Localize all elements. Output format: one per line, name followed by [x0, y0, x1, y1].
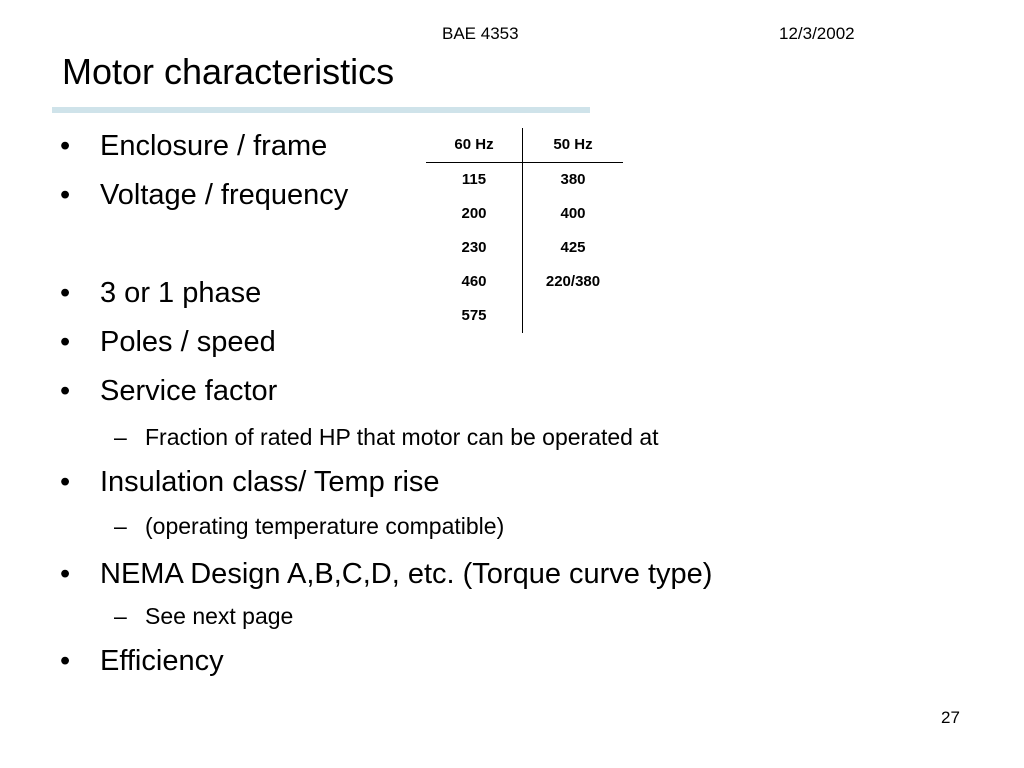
- table-cell: 380: [560, 171, 586, 188]
- bullet-text: Insulation class/ Temp rise: [100, 466, 440, 498]
- table-cell: 230: [426, 231, 523, 265]
- table-cell: 200: [426, 197, 523, 231]
- table-cell: 115: [426, 163, 523, 198]
- bullet-marker: •: [60, 326, 71, 358]
- table-cell: 425: [560, 239, 586, 256]
- bullet-marker: •: [60, 179, 71, 211]
- bullet-marker: •: [60, 130, 71, 162]
- bullet-text: Voltage / frequency: [100, 179, 349, 211]
- column-header-60hz: 60 Hz: [426, 128, 523, 163]
- table-row: [426, 231, 623, 265]
- bullet-marker: •: [60, 466, 71, 498]
- column-header-50hz: 50 Hz: [523, 128, 624, 163]
- table-cell: 575: [426, 299, 523, 333]
- sub-bullet-text: See next page: [145, 603, 294, 629]
- header-date: 12/3/2002: [779, 24, 855, 43]
- sub-bullet-marker: –: [114, 424, 127, 450]
- table-cell: [523, 299, 624, 333]
- sub-bullet-marker: –: [114, 513, 127, 539]
- bullet-text: Service factor: [100, 375, 278, 407]
- table-header-row: [426, 128, 623, 163]
- bullet-text: Poles / speed: [100, 326, 276, 358]
- table-cell: 220/380: [545, 273, 601, 290]
- bullet-marker: •: [60, 375, 71, 407]
- bullet-text: 3 or 1 phase: [100, 277, 262, 309]
- bullet-text: Efficiency: [100, 645, 224, 677]
- table-row: [426, 197, 623, 231]
- sub-bullet-marker: –: [114, 603, 127, 629]
- sub-bullet-text: (operating temperature compatible): [145, 513, 505, 539]
- table-cell: 460: [426, 265, 523, 299]
- bullet-marker: •: [60, 558, 71, 590]
- header-course: BAE 4353: [442, 24, 519, 43]
- page-number: 27: [941, 708, 960, 727]
- bullet-text: Enclosure / frame: [100, 130, 328, 162]
- table-row: [426, 163, 623, 198]
- voltage-frequency-table: [426, 128, 623, 333]
- slide-title: Motor characteristics: [62, 51, 395, 92]
- title-underline: [52, 107, 590, 113]
- bullet-marker: •: [60, 277, 71, 309]
- bullet-text: NEMA Design A,B,C,D, etc. (Torque curve type): [100, 558, 713, 590]
- table-cell: 400: [560, 205, 586, 222]
- table-row: [426, 265, 623, 299]
- table-row: [426, 299, 623, 333]
- bullet-marker: •: [60, 645, 71, 677]
- sub-bullet-text: Fraction of rated HP that motor can be operated at: [145, 424, 659, 450]
